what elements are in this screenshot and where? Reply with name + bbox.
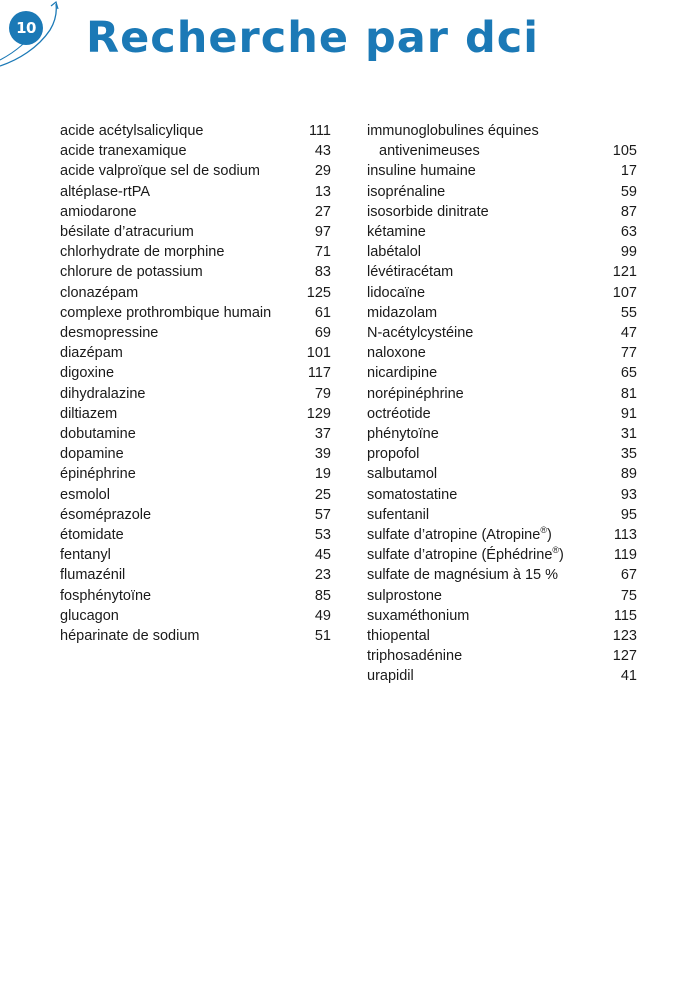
entry-page-number: 89 [620, 466, 637, 483]
index-entry [60, 283, 331, 303]
entry-page-number: 101 [306, 345, 331, 362]
index-entry [367, 384, 637, 404]
entry-term [60, 444, 124, 464]
entry-term [60, 303, 271, 323]
index-entry [60, 202, 331, 222]
entry-term-text: sulfate de magnésium à 15 % [367, 567, 559, 584]
index-entry [367, 363, 637, 383]
entry-term [367, 606, 469, 626]
index-entry [60, 182, 331, 202]
entry-term-text: suxaméthonium [367, 607, 470, 624]
entry-term [367, 565, 558, 585]
index-entry [367, 525, 637, 545]
entry-page-number: 121 [612, 264, 637, 281]
entry-term-text: digoxine [60, 365, 115, 382]
entry-page-number: 13 [314, 183, 331, 200]
entry-term-text: esmolol [60, 486, 110, 503]
entry-term [367, 666, 414, 686]
entry-page-number: 47 [620, 325, 637, 342]
entry-term [60, 141, 187, 161]
entry-page-number: 75 [620, 587, 637, 604]
entry-term-text: chlorhydrate de morphine [60, 244, 225, 261]
entry-term-text: naloxone [367, 345, 426, 362]
entry-page-number: 119 [613, 547, 637, 564]
entry-page-number: 115 [613, 607, 637, 624]
index-entry [367, 242, 637, 262]
entry-page-number: 61 [314, 304, 331, 321]
entry-page-number: 69 [314, 325, 331, 342]
entry-term [367, 343, 426, 363]
index-entry [367, 424, 637, 444]
entry-term-text: labétalol [367, 244, 422, 261]
entry-term-text: sulprostone [367, 587, 442, 604]
entry-term [367, 262, 453, 282]
entry-term [60, 384, 145, 404]
entry-term [60, 343, 123, 363]
index-entry [367, 505, 637, 525]
entry-term-text: propofol [367, 446, 420, 463]
index-entry [367, 323, 637, 343]
entry-term [60, 565, 125, 585]
index-entry [60, 121, 331, 141]
entry-page-number: 117 [307, 365, 331, 382]
entry-term [367, 202, 489, 222]
entry-term-text: chlorure de potassium [60, 264, 203, 281]
index-entry [60, 303, 331, 323]
index-entry [60, 323, 331, 343]
entry-term [60, 545, 111, 565]
entry-page-number: 37 [314, 426, 331, 443]
entry-term [367, 424, 439, 444]
entry-term-text: thiopental [367, 628, 430, 645]
index-entry [367, 666, 637, 686]
entry-page-number: 51 [314, 628, 331, 645]
entry-term-text: acide acétylsalicylique [60, 123, 204, 139]
entry-page-number: 87 [620, 203, 637, 220]
index-entry [367, 202, 637, 222]
index-column-right [367, 121, 637, 687]
entry-term-text: kétamine [367, 224, 426, 241]
entry-term [367, 646, 462, 666]
entry-term [60, 606, 119, 626]
entry-term [60, 242, 224, 262]
entry-term [367, 505, 429, 525]
entry-term-text: isosorbide dinitrate [367, 203, 489, 220]
index-entry [367, 121, 637, 141]
entry-term-text: phénytoïne [367, 426, 439, 443]
entry-page-number: 57 [314, 506, 331, 523]
entry-page-number: 95 [620, 506, 637, 523]
entry-page-number: 107 [612, 284, 637, 301]
page-header [0, 0, 700, 80]
index-entry [60, 161, 331, 181]
entry-page-number: 49 [314, 607, 331, 624]
entry-term [367, 404, 431, 424]
entry-page-number: 77 [620, 345, 637, 362]
entry-page-number: 123 [612, 628, 637, 645]
entry-term-end: ) [546, 527, 552, 544]
index-entry [367, 141, 637, 161]
entry-term-text: ésoméprazole [60, 506, 152, 523]
entry-term [60, 262, 203, 282]
entry-term [367, 485, 457, 505]
index-entry [367, 182, 637, 202]
index-entry [60, 424, 331, 444]
entry-page-number: 27 [314, 203, 331, 220]
entry-term [60, 323, 158, 343]
index-entry [60, 565, 331, 585]
entry-term-text: salbutamol [367, 466, 438, 483]
entry-term-text: dihydralazine [60, 385, 146, 402]
entry-page-number: 127 [612, 648, 637, 665]
entry-term [367, 525, 552, 545]
entry-term-text: étomidate [60, 527, 124, 544]
index-entry [60, 525, 331, 545]
registered-mark: ® [552, 545, 560, 556]
entry-page-number: 41 [620, 668, 637, 685]
entry-page-number: 43 [314, 143, 331, 160]
index-entry [60, 606, 331, 626]
entry-page-number: 23 [314, 567, 331, 584]
entry-page-number: 45 [314, 547, 331, 564]
entry-page-number: 67 [620, 567, 637, 584]
index-entry [367, 262, 637, 282]
entry-term-text: fosphénytoïne [60, 587, 152, 604]
index-entry [60, 545, 331, 565]
entry-term-text: épinéphrine [60, 466, 136, 483]
entry-term-text: urapidil [367, 668, 414, 685]
entry-page-number: 91 [620, 405, 637, 422]
entry-page-number: 35 [620, 446, 637, 463]
index-entry [367, 485, 637, 505]
index-entry [60, 343, 331, 363]
entry-page-number: 53 [314, 527, 331, 544]
entry-term-text: sufentanil [367, 506, 430, 523]
index-entry [367, 222, 637, 242]
entry-term [367, 283, 425, 303]
entry-term-text: amiodarone [60, 203, 137, 220]
index-entry [367, 586, 637, 606]
entry-term-text: desmopressine [60, 325, 159, 342]
index-entry [367, 161, 637, 181]
entry-page-number: 29 [314, 163, 331, 180]
entry-term-text: diltiazem [60, 405, 118, 422]
entry-term-text: héparinate de sodium [60, 628, 200, 645]
entry-term [367, 464, 437, 484]
entry-page-number: 71 [314, 244, 331, 261]
index-entry [60, 586, 331, 606]
entry-term [367, 323, 473, 343]
index-entry [367, 464, 637, 484]
index-entry [367, 545, 637, 565]
entry-page-number: 17 [620, 163, 637, 180]
page-title: Recherche par dci [86, 13, 539, 63]
entry-term-text: N-acétylcystéine [367, 325, 474, 342]
entry-term-text: somatostatine [367, 486, 458, 503]
index-entry [60, 464, 331, 484]
entry-term-text: flumazénil [60, 567, 126, 584]
entry-term [60, 626, 199, 646]
entry-page-number: 83 [314, 264, 331, 281]
index-entry [367, 404, 637, 424]
entry-term [367, 303, 437, 323]
entry-term [60, 464, 136, 484]
entry-term [367, 626, 430, 646]
entry-term [60, 202, 137, 222]
entry-term [367, 222, 426, 242]
index-entry [367, 343, 637, 363]
entry-page-number: 59 [620, 183, 637, 200]
entry-term [60, 161, 260, 181]
entry-term [60, 404, 117, 424]
entry-term-text: insuline humaine [367, 163, 476, 180]
entry-term-text: diazépam [60, 345, 123, 362]
index-entry [367, 444, 637, 464]
entry-term-text: midazolam [367, 304, 438, 321]
index-entry [60, 141, 331, 161]
index-column-left [60, 121, 331, 646]
entry-page-number: 111 [308, 123, 331, 139]
entry-term [367, 141, 480, 161]
index-entry [60, 485, 331, 505]
index-entry [60, 444, 331, 464]
index-entry [367, 626, 637, 646]
entry-term-text: lévétiracétam [367, 264, 454, 281]
entry-term [60, 121, 203, 141]
entry-page-number: 39 [314, 446, 331, 463]
entry-page-number: 99 [620, 244, 637, 261]
index-entry [367, 565, 637, 585]
entry-term [367, 444, 419, 464]
entry-page-number: 93 [620, 486, 637, 503]
entry-term [367, 121, 539, 141]
page-number-badge: 10 [9, 11, 43, 45]
entry-term-text: norépinéphrine [367, 385, 464, 402]
entry-term-text: clonazépam [60, 284, 139, 301]
entry-term [367, 384, 464, 404]
entry-page-number: 63 [620, 224, 637, 241]
entry-term-text: octréotide [367, 405, 431, 422]
entry-term-text: triphosadénine [367, 648, 463, 665]
entry-term-text: sulfate d’atropine (Atropine [367, 527, 541, 544]
entry-term [60, 363, 114, 383]
index-entry [60, 262, 331, 282]
entry-term-text: dobutamine [60, 426, 136, 443]
entry-page-number: 105 [612, 143, 637, 160]
entry-term [367, 586, 442, 606]
entry-term [60, 283, 138, 303]
entry-page-number: 81 [620, 385, 637, 402]
registered-mark: ® [540, 525, 547, 536]
entry-term [60, 586, 151, 606]
index-entry [60, 363, 331, 383]
entry-page-number: 65 [620, 365, 637, 382]
entry-term [60, 485, 110, 505]
entry-term-text: isoprénaline [367, 183, 446, 200]
entry-term [367, 161, 476, 181]
index-entry [367, 646, 637, 666]
entry-page-number: 113 [613, 527, 637, 544]
entry-term [60, 424, 136, 444]
entry-page-number: 97 [314, 224, 331, 241]
entry-term-text: altéplase-rtPA [60, 183, 150, 200]
entry-term-text: bésilate d’atracurium [60, 224, 194, 241]
entry-term-text: complexe prothrombique humain [60, 304, 272, 321]
index-entry [60, 222, 331, 242]
entry-page-number: 85 [314, 587, 331, 604]
entry-page-number: 79 [314, 385, 331, 402]
entry-term-text: nicardipine [367, 365, 438, 382]
entry-term-text: fentanyl [60, 547, 111, 564]
entry-term-end: ) [559, 547, 564, 564]
entry-term [367, 363, 437, 383]
index-entry [60, 384, 331, 404]
entry-page-number: 25 [314, 486, 331, 503]
entry-term-text: lidocaïne [367, 284, 426, 301]
entry-page-number: 19 [314, 466, 331, 483]
entry-term [60, 505, 151, 525]
entry-page-number: 129 [306, 405, 331, 422]
entry-term-text: glucagon [60, 607, 119, 624]
index-entry [60, 505, 331, 525]
index-entry [60, 242, 331, 262]
entry-term [60, 222, 194, 242]
index-entry [367, 303, 637, 323]
entry-term-text: acide tranexamique [60, 143, 187, 160]
index-entry [367, 283, 637, 303]
entry-page-number: 31 [620, 426, 637, 443]
entry-term-text: dopamine [60, 446, 124, 463]
index-entry [60, 626, 331, 646]
index-entry [60, 404, 331, 424]
entry-term [367, 182, 445, 202]
index-entry [367, 606, 637, 626]
entry-page-number: 55 [620, 304, 637, 321]
entry-term-text: immunoglobulines équines [367, 123, 539, 139]
entry-term-text: antivenimeuses [379, 143, 480, 160]
entry-term-text: acide valproïque sel de sodium [60, 163, 260, 180]
entry-term [367, 242, 421, 262]
entry-term [60, 182, 150, 202]
entry-page-number: 125 [306, 284, 331, 301]
entry-term [367, 545, 564, 565]
entry-term-text: sulfate d’atropine (Éphédrine [367, 547, 553, 564]
entry-term [60, 525, 124, 545]
